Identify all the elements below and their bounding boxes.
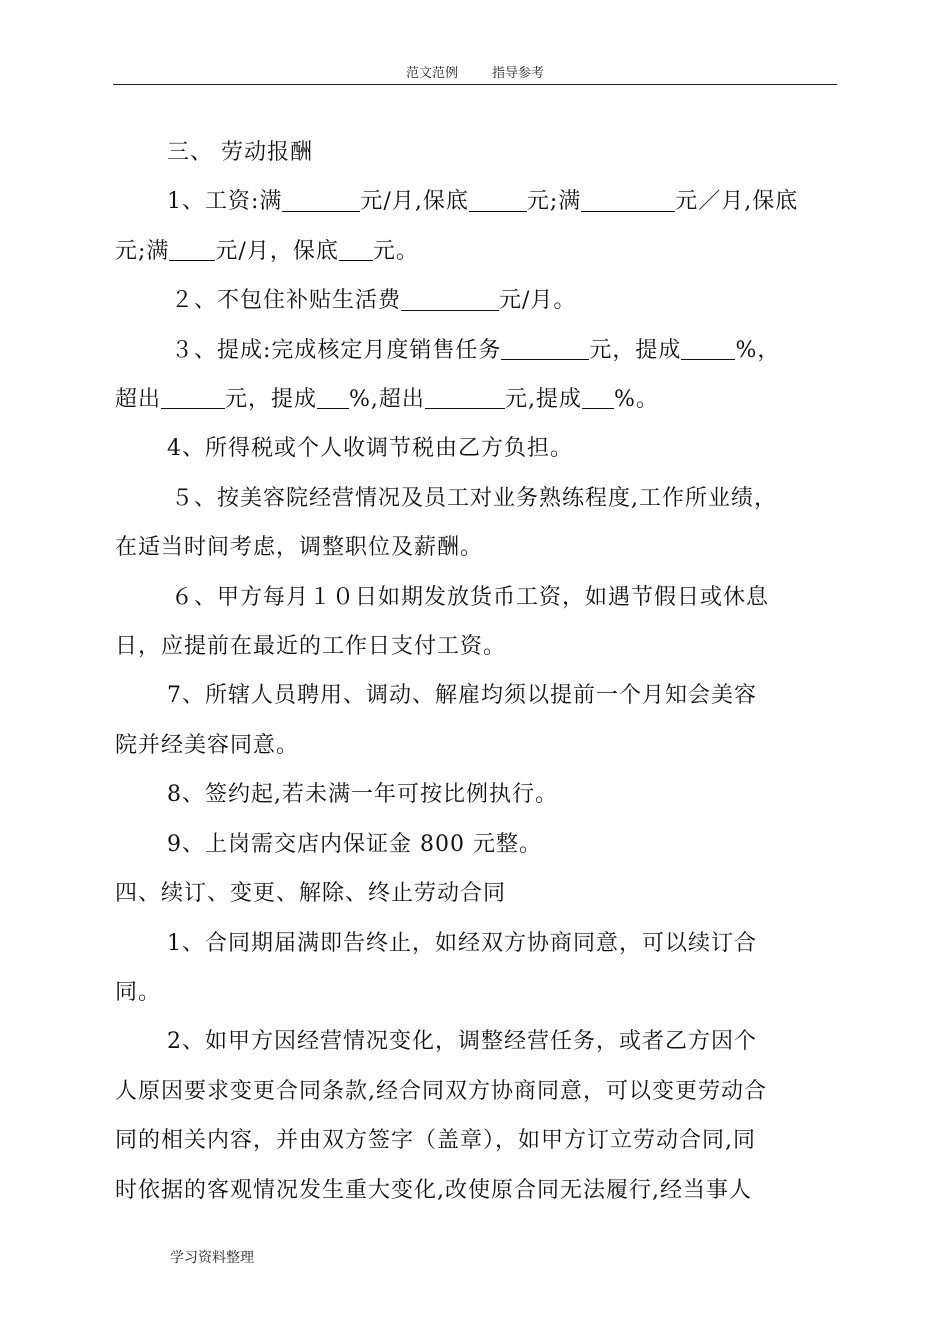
blank-line <box>501 337 589 360</box>
header-right-text: 指导参考 <box>492 66 545 81</box>
change-line-1: 2、如甲方因经营情况变化，调整经营任务，或者乙方因个 <box>167 1029 757 1055</box>
blank-line <box>339 238 373 261</box>
commission-line-1: ３、提成:完成核定月度销售任务 元，提成 %， <box>171 337 781 363</box>
commission-line-2: 超出 元，提成 %,超出 元,提成 %。 <box>115 387 659 413</box>
personnel-line-2: 院并经美容同意。 <box>115 732 300 758</box>
blank-line <box>681 337 735 360</box>
blank-line <box>161 386 225 409</box>
page-header <box>113 64 837 85</box>
payday-line-2: 日，应提前在最近的工作日支付工资。 <box>115 634 507 660</box>
salary-line-1: 1、工资:满 元/月,保底 元;满 元／月,保底 <box>167 189 799 215</box>
document-body <box>115 128 837 1215</box>
header-left-text: 范文范例 <box>405 66 458 81</box>
adjustment-line-2: 在适当时间考虑，调整职位及薪酬。 <box>115 535 484 561</box>
section-4-title: 四、续订、变更、解除、终止劳动合同 <box>115 881 507 907</box>
page-footer: 学习资料整理 <box>170 1250 254 1266</box>
change-line-3: 同的相关内容，并由双方签字（盖章），如甲方订立劳动合同,同 <box>115 1128 756 1154</box>
blank-line <box>401 288 499 311</box>
blank-line <box>317 386 349 409</box>
living-allowance-line: ２、不包住补贴生活费 元/月。 <box>171 288 577 314</box>
salary-line-2: 元;满 元/月，保底 元。 <box>115 238 419 264</box>
blank-line <box>581 189 675 212</box>
blank-line <box>282 189 360 212</box>
proration-line: 8、签约起,若未满一年可按比例执行。 <box>167 782 558 808</box>
tax-line: 4、所得税或个人收调节税由乙方负担。 <box>167 436 573 462</box>
blank-line <box>582 386 614 409</box>
blank-line <box>469 189 527 212</box>
adjustment-line-1: ５、按美容院经营情况及员工对业务熟练程度,工作所业绩， <box>171 485 777 511</box>
section-3-title: 三、 劳动报酬 <box>167 140 313 165</box>
renewal-line-2: 同。 <box>115 979 162 1005</box>
change-line-4: 时依据的客观情况发生重大变化,改使原合同无法履行,经当事人 <box>115 1177 752 1203</box>
renewal-line-1: 1、合同期届满即告终止，如经双方协商同意，可以续订合 <box>167 930 757 956</box>
change-line-2: 人原因要求变更合同条款,经合同双方协商同意，可以变更劳动合 <box>115 1078 767 1104</box>
payday-line-1: ６、甲方每月１０日如期发放货币工资，如遇节假日或休息 <box>171 584 770 610</box>
personnel-line-1: 7、所辖人员聘用、调动、解雇均须以提前一个月知会美容 <box>167 683 757 709</box>
blank-line <box>169 238 215 261</box>
blank-line <box>425 386 505 409</box>
deposit-line: 9、上岗需交店内保证金 800 元整。 <box>167 831 542 857</box>
